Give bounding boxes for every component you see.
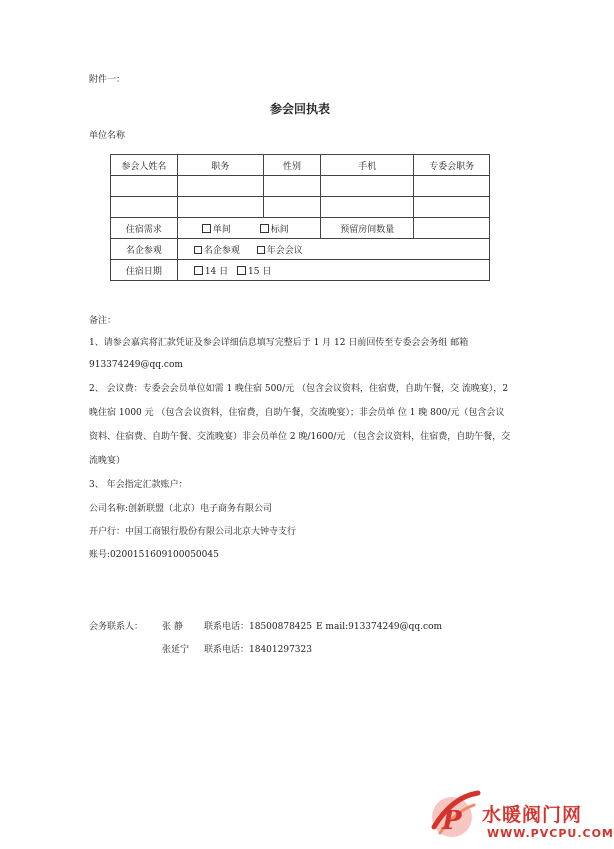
note-2-line: 晚住宿 1000 元 （包含会议资料，住宿费，自助午餐，交流晚宴）；非会员单 位 1 晚 800/元（包含会议: [89, 408, 505, 418]
contact-2-name: 张延宁: [162, 645, 190, 655]
annex-label: 附件一：: [89, 75, 126, 85]
attend-label: 名企参观: [111, 239, 178, 260]
header-name: 参会人姓名: [111, 155, 178, 176]
contact-1-email: E mail:913374249@qq.com: [316, 622, 443, 632]
dates-options: [177, 260, 489, 281]
bank-name: 开户行：中国工商银行股份有限公司北京大钟寺支行: [89, 527, 297, 537]
checkbox-icon[interactable]: [194, 266, 203, 275]
single-room-option[interactable]: 单间: [202, 225, 231, 235]
cell-blank[interactable]: [111, 197, 178, 218]
attend-row: [111, 239, 490, 260]
lodging-options: [177, 218, 321, 239]
cell-blank[interactable]: [414, 176, 490, 197]
company-visit-option[interactable]: 名企参观: [194, 246, 240, 256]
cell-blank[interactable]: [111, 176, 178, 197]
note-2-line: 2、 会议费：专委会会员单位如需 1 晚住宿 500/元 （包含会议资料，住宿费，自助午餐，交 流晚宴），2: [89, 384, 509, 394]
dates-label: 住宿日期: [111, 260, 178, 281]
company-name: 公司名称:创新联盟（北京）电子商务有限公司: [89, 504, 273, 514]
date-14-option[interactable]: 14 日: [194, 267, 228, 277]
watermark-url: WWW.PVCPU.COM: [487, 827, 614, 840]
cell-blank[interactable]: [177, 197, 263, 218]
cell-blank[interactable]: [263, 176, 321, 197]
registration-table: [110, 154, 490, 281]
form-title: 参会回执表: [269, 102, 330, 116]
cell-blank[interactable]: [321, 197, 414, 218]
contacts-label: 会务联系人：: [89, 622, 144, 632]
table-header-row: [111, 155, 490, 176]
checkbox-icon[interactable]: [202, 224, 211, 233]
checkbox-icon[interactable]: [237, 266, 246, 275]
checkbox-icon[interactable]: [194, 246, 202, 254]
table-row: [111, 197, 490, 218]
header-position: 职务: [177, 155, 263, 176]
contact-2-phone: 联系电话：18401297323: [204, 645, 312, 655]
reserve-rooms-label: 预留房间数量: [321, 218, 414, 239]
note-2-line: 资料、住宿费、自助午餐、交流晚宴）非会员单位 2 晚/1600/元 （包含会议资料，住宿费，自助午餐，交: [89, 432, 511, 442]
standard-room-option[interactable]: 标间: [260, 225, 289, 235]
header-committee-role: 专委会职务: [414, 155, 490, 176]
lodging-label: 住宿需求: [111, 218, 178, 239]
account-number: 账号:0200151609100050045: [89, 550, 219, 560]
lodging-row: [111, 218, 490, 239]
cell-blank[interactable]: [414, 197, 490, 218]
note-1-email: 913374249@qq.com: [89, 360, 183, 370]
annual-meeting-option[interactable]: 年会会议: [257, 246, 303, 256]
cell-blank[interactable]: [263, 197, 321, 218]
notes-heading: 备注：: [89, 316, 117, 326]
svg-text:P: P: [442, 806, 462, 836]
note-2-line: 流晚宴）: [89, 456, 126, 466]
header-gender: 性别: [263, 155, 321, 176]
dates-row: [111, 260, 490, 281]
checkbox-icon[interactable]: [257, 246, 265, 254]
reserve-rooms-cell[interactable]: [414, 218, 490, 239]
contact-1-phone: 联系电话：18500878425: [204, 622, 312, 632]
attend-options: [177, 239, 489, 260]
note-3-heading: 3、 年会指定汇款账户：: [89, 480, 188, 490]
cell-blank[interactable]: [321, 176, 414, 197]
date-15-option[interactable]: 15 日: [237, 267, 271, 277]
checkbox-icon[interactable]: [260, 224, 269, 233]
contact-1-name: 张 静: [162, 622, 183, 632]
note-1-line: 1、请参会嘉宾将汇款凭证及参会详细信息填写完整后于 1 月 12 日前回传至专委会会务组 邮箱: [89, 338, 469, 348]
table-row: [111, 176, 490, 197]
header-phone: 手机: [321, 155, 414, 176]
cell-blank[interactable]: [177, 176, 263, 197]
watermark-text: 水暖阀门网: [482, 804, 583, 826]
unit-name-label: 单位名称: [89, 131, 126, 141]
